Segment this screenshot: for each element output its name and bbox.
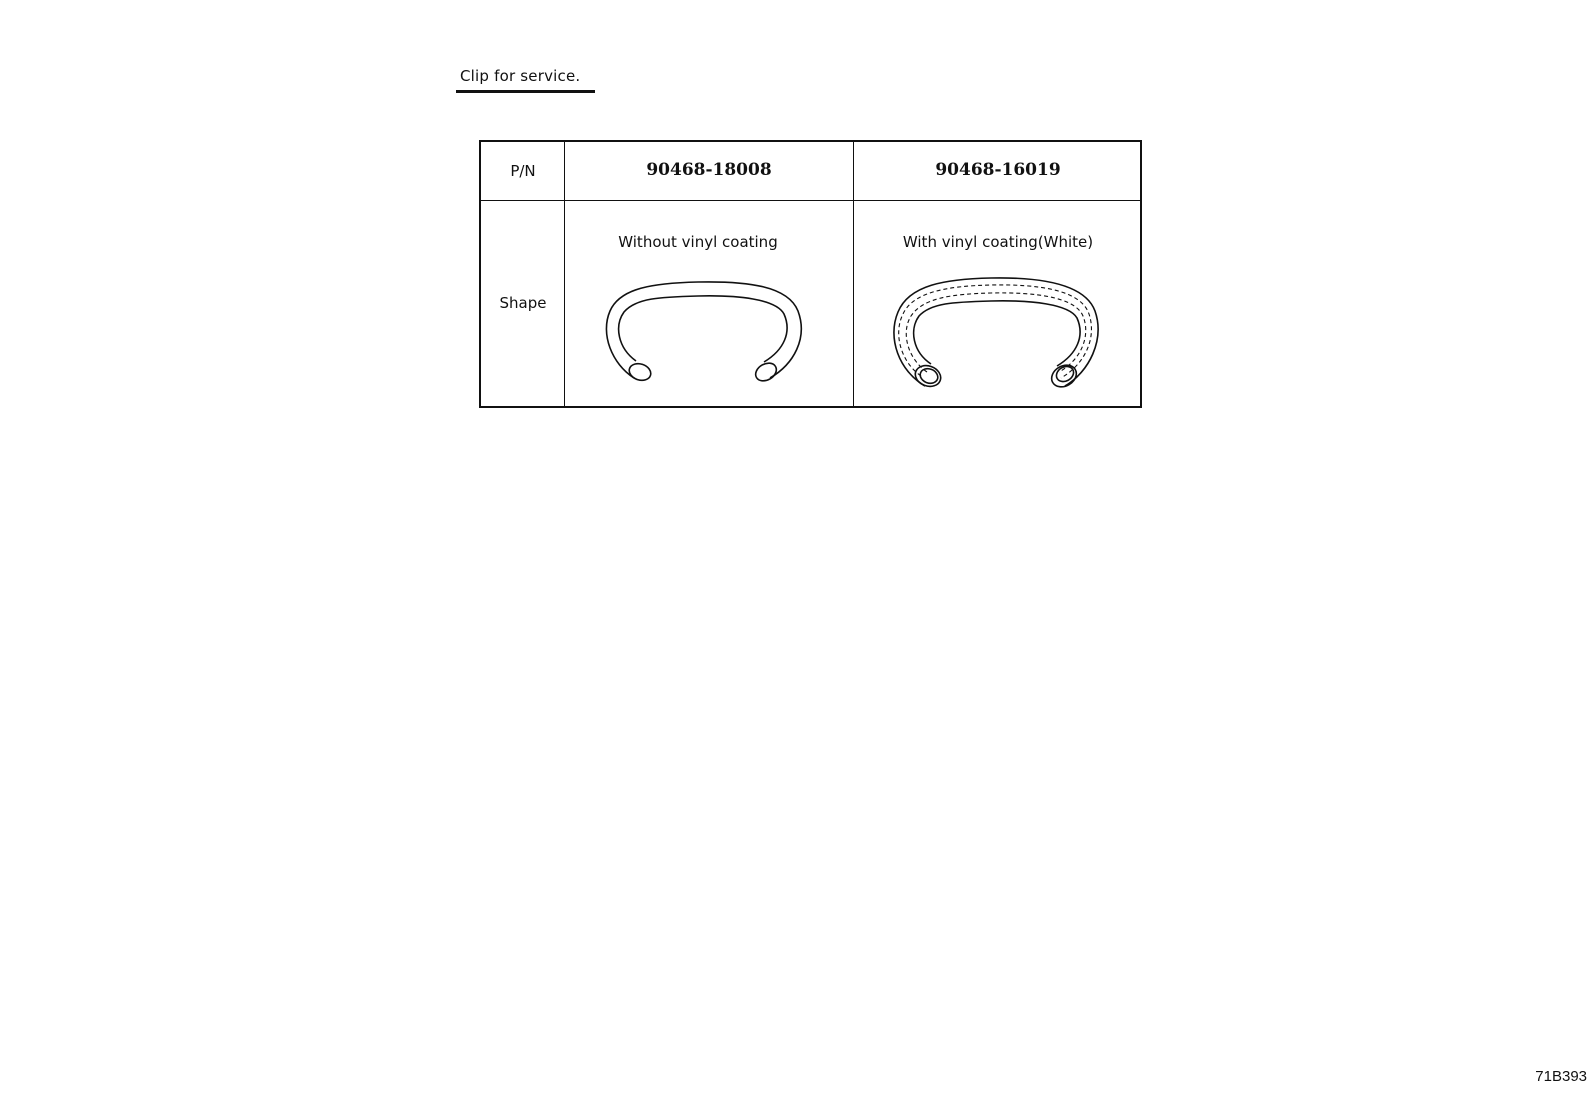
pn-row-label: P/N — [510, 162, 536, 180]
clip-plain-icon — [598, 276, 808, 391]
title-underline — [456, 90, 595, 93]
table-divider — [853, 142, 854, 406]
clip-vinyl-coated-icon — [889, 276, 1104, 396]
page-title: Clip for service. — [460, 67, 581, 85]
shape-description-2: With vinyl coating(White) — [902, 233, 1094, 251]
part-number-2: 90468-16019 — [935, 160, 1061, 180]
table-divider — [481, 200, 1140, 201]
table-divider — [564, 142, 565, 406]
part-number-1: 90468-18008 — [646, 160, 772, 180]
figure-code: 71B393 — [1535, 1068, 1587, 1085]
shape-description-1: Without vinyl coating — [618, 233, 778, 251]
shape-row-label: Shape — [499, 294, 547, 312]
